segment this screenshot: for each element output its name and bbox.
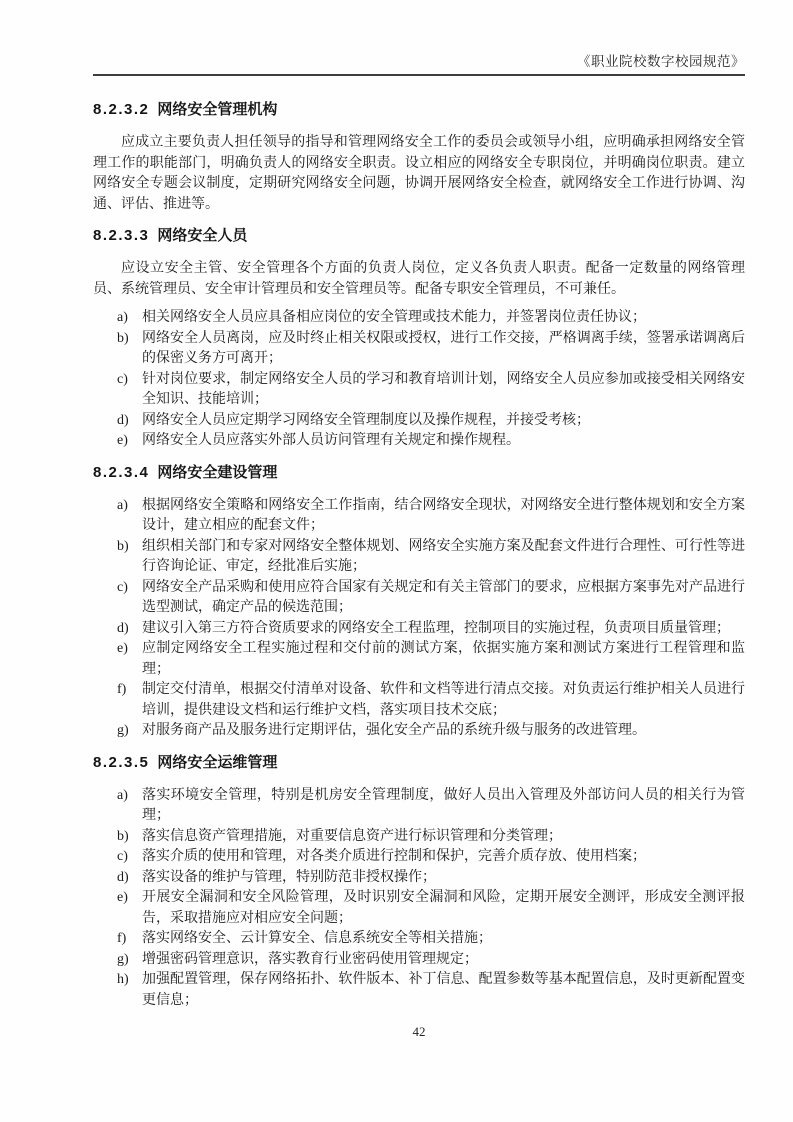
section-heading — [93, 461, 745, 482]
item-marker: a) — [117, 310, 128, 325]
item-marker: g) — [117, 951, 129, 967]
section-title: 网络安全人员 — [157, 227, 248, 244]
item-text: 加强配置管理，保存网络拓扑、软件版本、补丁信息、配置参数等基本配置信息，及时更新配置变更信息； — [142, 972, 745, 1008]
list-item — [93, 308, 745, 329]
item-text: 开展安全漏洞和安全风险管理，及时识别安全漏洞和风险，定期开展安全测评，形成安全测评报告，采取措施应对相应安全问题； — [142, 890, 745, 926]
item-marker: b) — [117, 828, 129, 844]
page-header — [93, 50, 745, 76]
section-8-2-3-4 — [93, 461, 745, 742]
section-8-2-3-5 — [93, 751, 745, 1012]
list-item — [93, 827, 745, 848]
section-title: 网络安全运维管理 — [157, 753, 278, 771]
item-list — [93, 496, 745, 742]
list-item — [93, 680, 745, 721]
item-marker: d) — [117, 412, 129, 428]
item-text: 落实环境安全管理，特别是机房安全管理制度，做好人员出入管理及外部访问人员的相关行为管理； — [142, 787, 745, 823]
item-text: 增强密码管理意识，落实教育行业密码使用管理规定； — [142, 951, 478, 967]
list-item — [93, 578, 745, 619]
section-heading — [93, 98, 745, 119]
section-8-2-3-2 — [93, 98, 745, 215]
item-text: 落实信息资产管理措施，对重要信息资产进行标识管理和分类管理； — [142, 828, 562, 844]
item-marker: g) — [117, 723, 129, 738]
item-text: 落实网络安全、云计算安全、信息系统安全等相关措施； — [142, 931, 492, 946]
item-text: 网络安全人员离岗，应及时终止相关权限或授权，进行工作交接，严格调离手续，签署承诺调离后的保密义务方可离开； — [142, 330, 745, 366]
item-marker: e) — [117, 890, 128, 905]
header-title: 《职业院校数字校园规范》 — [577, 54, 745, 69]
section-heading — [93, 751, 745, 772]
item-marker: b) — [117, 330, 129, 346]
list-item — [93, 496, 745, 537]
item-marker: h) — [117, 972, 129, 987]
section-number: 8.2.3.2 — [93, 101, 150, 118]
list-item — [93, 721, 745, 742]
item-text: 根据网络安全策略和网络安全工作指南，结合网络安全现状，对网络安全进行整体规划和安全方案设计，建立相应的配套文件； — [142, 497, 745, 533]
section-number: 8.2.3.5 — [93, 753, 150, 771]
item-marker: d) — [117, 620, 129, 636]
item-marker: c) — [117, 371, 128, 387]
list-item — [93, 411, 745, 432]
list-item — [93, 537, 745, 578]
list-item — [93, 888, 745, 929]
section-number: 8.2.3.3 — [93, 227, 150, 244]
section-title: 网络安全建设管理 — [157, 463, 278, 481]
list-item — [93, 329, 745, 370]
item-text: 对服务商产品及服务进行定期评估，强化安全产品的系统升级与服务的改进管理。 — [142, 723, 646, 738]
item-marker: e) — [117, 641, 128, 656]
paragraph: 应成立主要负责人担任领导的指导和管理网络安全工作的委员会或领导小组，应明确承担网络安全管理工作的职能部门，明确负责人的网络安全职责。设立相应的网络安全专职岗位，并明确岗位职责。建立网络安全专题会议制度，定期研究网络安全问题，协调开展网络安全检查，就网络安全工作进行协调、沟通、评估、推进等。 — [93, 135, 745, 212]
item-text: 应制定网络安全工程实施过程和交付前的测试方案，依据实施方案和测试方案进行工程管理和监理； — [142, 641, 745, 677]
item-marker: c) — [117, 849, 128, 864]
paragraph: 应设立安全主管、安全管理各个方面的负责人岗位，定义各负责人职责。配备一定数量的网络管理员、系统管理员、安全审计管理员和安全管理员等。配备专职安全管理员，不可兼任。 — [93, 261, 745, 297]
list-item — [93, 970, 745, 1011]
section-title: 网络安全管理机构 — [157, 101, 278, 118]
item-list — [93, 308, 745, 452]
item-marker: d) — [117, 869, 129, 885]
item-marker: c) — [117, 579, 128, 595]
section-number: 8.2.3.4 — [93, 463, 150, 481]
list-item — [93, 847, 745, 868]
list-item — [93, 431, 745, 452]
list-item — [93, 619, 745, 640]
item-marker: f) — [117, 682, 127, 697]
item-marker: b) — [117, 538, 129, 554]
item-marker: a) — [117, 497, 128, 513]
list-item — [93, 868, 745, 889]
item-text: 建议引入第三方符合资质要求的网络安全工程监理，控制项目的实施过程，负责项目质量管理； — [142, 620, 730, 636]
list-item — [93, 786, 745, 827]
item-marker: a) — [117, 787, 128, 803]
section-heading — [93, 224, 745, 245]
item-marker: e) — [117, 433, 128, 448]
section-8-2-3-3 — [93, 224, 745, 452]
item-text: 相关网络安全人员应具备相应岗位的安全管理或技术能力，并签署岗位责任协议； — [142, 310, 646, 325]
item-marker: f) — [117, 931, 127, 946]
item-text: 网络安全产品采购和使用应符合国家有关规定和有关主管部门的要求，应根据方案事先对产品进行选型测试，确定产品的候选范围； — [142, 579, 745, 615]
list-item — [93, 639, 745, 680]
item-text: 落实设备的维护与管理，特别防范非授权操作； — [142, 869, 436, 885]
document-content — [93, 98, 745, 1011]
item-text: 落实介质的使用和管理，对各类介质进行控制和保护，完善介质存放、使用档案； — [142, 849, 646, 864]
item-text: 组织相关部门和专家对网络安全整体规划、网络安全实施方案及配套文件进行合理性、可行性等进行咨询论证、审定，经批准后实施； — [142, 538, 745, 574]
page-number: 42 — [412, 1024, 426, 1039]
item-text: 针对岗位要求，制定网络安全人员的学习和教育培训计划，网络安全人员应参加或接受相关网络安全知识、技能培训； — [142, 371, 745, 407]
item-text: 制定交付清单，根据交付清单对设备、软件和文档等进行清点交接。对负责运行维护相关人员进行培训，提供建设文档和运行维护文档，落实项目技术交底； — [142, 682, 745, 718]
item-text: 网络安全人员应落实外部人员访问管理有关规定和操作规程。 — [142, 433, 520, 448]
list-item — [93, 929, 745, 950]
item-list — [93, 786, 745, 1012]
list-item — [93, 370, 745, 411]
page-footer — [93, 1024, 745, 1040]
item-text: 网络安全人员应定期学习网络安全管理制度以及操作规程，并接受考核； — [142, 412, 590, 428]
list-item — [93, 950, 745, 971]
